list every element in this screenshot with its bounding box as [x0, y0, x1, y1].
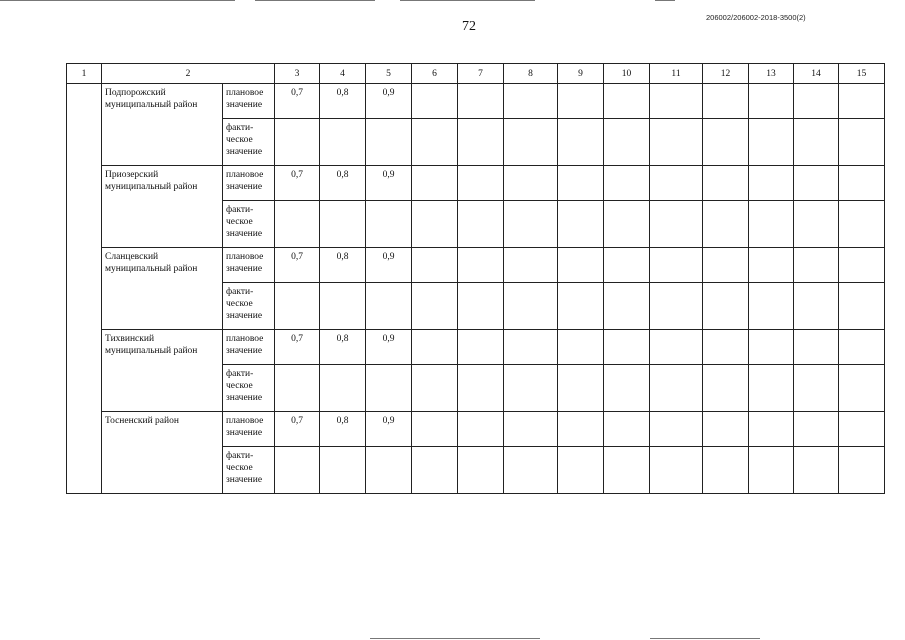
- header-cell-15: 15: [839, 64, 885, 84]
- empty-cell: [504, 447, 558, 494]
- empty-cell: [504, 283, 558, 330]
- empty-cell: [504, 330, 558, 365]
- header-cell-3: 3: [275, 64, 320, 84]
- plan-value: 0,8: [320, 412, 366, 447]
- header-row: [67, 64, 885, 84]
- empty-cell: [320, 283, 366, 330]
- empty-cell: [794, 412, 839, 447]
- scan-artifact-line: [650, 638, 760, 639]
- plan-value: 0,8: [320, 166, 366, 201]
- empty-cell: [504, 365, 558, 412]
- plan-label: плановое значение: [223, 412, 275, 447]
- empty-cell: [504, 201, 558, 248]
- empty-cell: [839, 283, 885, 330]
- header-cell-4: 4: [320, 64, 366, 84]
- empty-cell: [412, 119, 458, 166]
- empty-cell: [275, 201, 320, 248]
- empty-cell: [650, 119, 703, 166]
- empty-cell: [558, 248, 604, 283]
- empty-cell: [458, 166, 504, 201]
- empty-cell: [703, 119, 749, 166]
- header-cell-6: 6: [412, 64, 458, 84]
- empty-cell: [703, 365, 749, 412]
- empty-cell: [703, 248, 749, 283]
- header-cell-8: 8: [504, 64, 558, 84]
- empty-cell: [366, 201, 412, 248]
- empty-cell: [412, 330, 458, 365]
- empty-cell: [504, 84, 558, 119]
- empty-cell: [650, 201, 703, 248]
- plan-row: [67, 84, 885, 119]
- empty-cell: [794, 365, 839, 412]
- header-cell-10: 10: [604, 64, 650, 84]
- header-cell-12: 12: [703, 64, 749, 84]
- empty-cell: [320, 365, 366, 412]
- empty-cell: [412, 248, 458, 283]
- empty-cell: [703, 447, 749, 494]
- plan-row: [67, 248, 885, 283]
- empty-cell: [749, 365, 794, 412]
- empty-cell: [504, 248, 558, 283]
- scan-artifact-line: [370, 638, 540, 639]
- plan-value: 0,9: [366, 330, 412, 365]
- fact-label: факти-ческое значение: [223, 447, 275, 494]
- empty-cell: [839, 201, 885, 248]
- empty-cell: [794, 447, 839, 494]
- plan-row: [67, 412, 885, 447]
- empty-cell: [650, 330, 703, 365]
- empty-cell: [558, 283, 604, 330]
- plan-label: плановое значение: [223, 248, 275, 283]
- empty-cell: [703, 283, 749, 330]
- document-code: 206002/206002-2018-3500(2): [706, 13, 806, 22]
- fact-label: факти-ческое значение: [223, 365, 275, 412]
- header-cell-5: 5: [366, 64, 412, 84]
- header-cell-11: 11: [650, 64, 703, 84]
- empty-cell: [412, 84, 458, 119]
- plan-value: 0,9: [366, 166, 412, 201]
- empty-cell: [604, 412, 650, 447]
- plan-value: 0,7: [275, 412, 320, 447]
- empty-cell: [604, 84, 650, 119]
- empty-cell: [275, 447, 320, 494]
- empty-cell: [275, 283, 320, 330]
- plan-value: 0,7: [275, 248, 320, 283]
- empty-cell: [458, 283, 504, 330]
- empty-cell: [839, 447, 885, 494]
- empty-cell: [558, 84, 604, 119]
- plan-label: плановое значение: [223, 166, 275, 201]
- plan-row: [67, 166, 885, 201]
- empty-cell: [650, 447, 703, 494]
- region-name: Подпорожский муниципальный район: [102, 84, 223, 166]
- empty-cell: [650, 84, 703, 119]
- empty-cell: [839, 166, 885, 201]
- region-name: Тосненский район: [102, 412, 223, 494]
- fact-label: факти-ческое значение: [223, 119, 275, 166]
- plan-label: плановое значение: [223, 330, 275, 365]
- header-cell-7: 7: [458, 64, 504, 84]
- empty-cell: [604, 447, 650, 494]
- empty-cell: [703, 201, 749, 248]
- empty-cell: [558, 119, 604, 166]
- empty-cell: [749, 84, 794, 119]
- empty-cell: [412, 447, 458, 494]
- header-cell-1: 1: [67, 64, 102, 84]
- scan-artifact-line: [400, 0, 535, 1]
- empty-cell: [458, 447, 504, 494]
- empty-cell: [558, 201, 604, 248]
- plan-label: плановое значение: [223, 84, 275, 119]
- empty-cell: [458, 365, 504, 412]
- empty-cell: [604, 119, 650, 166]
- empty-cell: [275, 119, 320, 166]
- empty-cell: [412, 201, 458, 248]
- index-cell: [67, 84, 102, 494]
- empty-cell: [458, 412, 504, 447]
- empty-cell: [604, 330, 650, 365]
- plan-value: 0,8: [320, 248, 366, 283]
- empty-cell: [749, 201, 794, 248]
- empty-cell: [558, 412, 604, 447]
- scan-artifact-line: [255, 0, 375, 1]
- empty-cell: [650, 283, 703, 330]
- empty-cell: [366, 365, 412, 412]
- empty-cell: [558, 166, 604, 201]
- empty-cell: [604, 166, 650, 201]
- empty-cell: [794, 330, 839, 365]
- empty-cell: [749, 447, 794, 494]
- region-name: Сланцевский муниципальный район: [102, 248, 223, 330]
- plan-row: [67, 330, 885, 365]
- plan-value: 0,9: [366, 84, 412, 119]
- empty-cell: [275, 365, 320, 412]
- empty-cell: [604, 283, 650, 330]
- empty-cell: [504, 166, 558, 201]
- empty-cell: [839, 248, 885, 283]
- empty-cell: [749, 283, 794, 330]
- plan-value: 0,7: [275, 330, 320, 365]
- empty-cell: [794, 283, 839, 330]
- empty-cell: [839, 365, 885, 412]
- header-cell-14: 14: [794, 64, 839, 84]
- page-number: 72: [462, 19, 476, 34]
- plan-value: 0,7: [275, 166, 320, 201]
- empty-cell: [412, 365, 458, 412]
- empty-cell: [458, 119, 504, 166]
- header-cell-2: 2: [102, 64, 275, 84]
- plan-value: 0,7: [275, 84, 320, 119]
- empty-cell: [412, 283, 458, 330]
- empty-cell: [839, 119, 885, 166]
- empty-cell: [558, 365, 604, 412]
- empty-cell: [458, 201, 504, 248]
- empty-cell: [604, 201, 650, 248]
- region-name: Тихвинский муниципальный район: [102, 330, 223, 412]
- empty-cell: [504, 412, 558, 447]
- empty-cell: [703, 412, 749, 447]
- empty-cell: [458, 248, 504, 283]
- empty-cell: [703, 84, 749, 119]
- empty-cell: [458, 330, 504, 365]
- empty-cell: [558, 330, 604, 365]
- empty-cell: [412, 166, 458, 201]
- fact-label: факти-ческое значение: [223, 283, 275, 330]
- empty-cell: [458, 84, 504, 119]
- empty-cell: [749, 330, 794, 365]
- empty-cell: [320, 119, 366, 166]
- empty-cell: [504, 119, 558, 166]
- empty-cell: [366, 447, 412, 494]
- header-cell-13: 13: [749, 64, 794, 84]
- empty-cell: [604, 248, 650, 283]
- empty-cell: [320, 201, 366, 248]
- scan-artifact-line: [0, 0, 235, 1]
- empty-cell: [794, 166, 839, 201]
- fact-label: факти-ческое значение: [223, 201, 275, 248]
- plan-value: 0,9: [366, 248, 412, 283]
- empty-cell: [749, 412, 794, 447]
- empty-cell: [650, 412, 703, 447]
- region-name: Приозерский муниципальный район: [102, 166, 223, 248]
- empty-cell: [366, 283, 412, 330]
- empty-cell: [703, 330, 749, 365]
- empty-cell: [558, 447, 604, 494]
- scan-artifact-line: [655, 0, 675, 1]
- empty-cell: [839, 412, 885, 447]
- empty-cell: [749, 119, 794, 166]
- plan-value: 0,8: [320, 84, 366, 119]
- empty-cell: [749, 248, 794, 283]
- empty-cell: [794, 248, 839, 283]
- empty-cell: [366, 119, 412, 166]
- empty-cell: [412, 412, 458, 447]
- indicator-table: [66, 63, 885, 494]
- empty-cell: [794, 84, 839, 119]
- empty-cell: [749, 166, 794, 201]
- empty-cell: [604, 365, 650, 412]
- plan-value: 0,8: [320, 330, 366, 365]
- empty-cell: [650, 365, 703, 412]
- empty-cell: [320, 447, 366, 494]
- header-cell-9: 9: [558, 64, 604, 84]
- empty-cell: [839, 330, 885, 365]
- empty-cell: [794, 119, 839, 166]
- empty-cell: [794, 201, 839, 248]
- plan-value: 0,9: [366, 412, 412, 447]
- empty-cell: [703, 166, 749, 201]
- empty-cell: [650, 166, 703, 201]
- empty-cell: [650, 248, 703, 283]
- empty-cell: [839, 84, 885, 119]
